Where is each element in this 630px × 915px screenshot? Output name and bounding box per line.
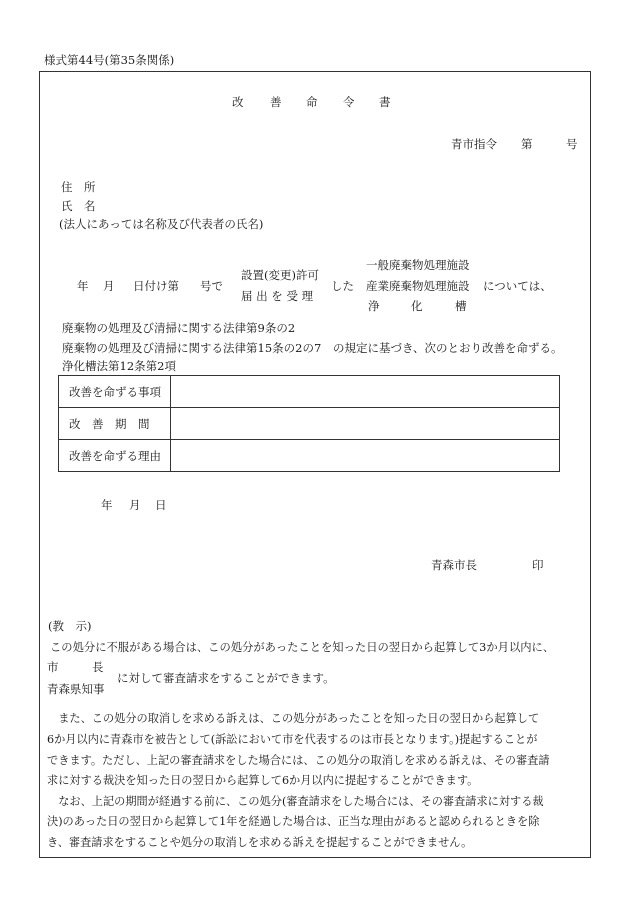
notice-line: 求に対する裁決を知った日の翌日から起算して6か月以内に提起することができます。 bbox=[47, 774, 479, 787]
title-char: 書 bbox=[379, 95, 391, 109]
law-suffix: の規定に基づき、次のとおり改善を命ずる。 bbox=[333, 341, 563, 355]
mayor-signature: 青森市長 bbox=[431, 558, 477, 572]
title-char: 令 bbox=[343, 95, 355, 109]
table-row bbox=[59, 376, 560, 408]
title-char: 命 bbox=[306, 95, 318, 109]
clause-year: 年 bbox=[77, 279, 89, 293]
authority-governor: 青森県知事 bbox=[47, 682, 105, 696]
table-row bbox=[59, 440, 560, 472]
row-label: 改 善 期 間 bbox=[59, 408, 171, 440]
ref-dai: 第 bbox=[521, 137, 533, 151]
date-month: 月 bbox=[129, 498, 141, 512]
date-year: 年 bbox=[101, 498, 113, 512]
date-day: 日 bbox=[155, 498, 167, 512]
authority-suffix: に対して審査請求をすることができます。 bbox=[117, 671, 335, 685]
facility-general-waste: 一般廃棄物処理施設 bbox=[366, 258, 470, 272]
clause-go-de: 号で bbox=[200, 279, 223, 293]
law-waste-9-2: 廃棄物の処理及び清掃に関する法律第9条の2 bbox=[62, 321, 296, 335]
permit-line1: 設置(変更)許可 bbox=[241, 268, 319, 282]
notice-line: 決)のあった日の翌日から起算して1年を経過した場合は、正当な理由があると認められるときを除 bbox=[47, 815, 540, 828]
name-label: 氏 名 bbox=[61, 199, 96, 213]
order-details-table bbox=[58, 375, 560, 472]
notice-heading: (教 示) bbox=[48, 619, 92, 633]
permit-line2: 届 出 を 受 理 bbox=[241, 289, 314, 303]
row-label: 改善を命ずる事項 bbox=[59, 376, 171, 408]
form-number: 様式第44号(第35条関係) bbox=[44, 53, 175, 67]
row-label: 改善を命ずる理由 bbox=[59, 440, 171, 472]
authority-mayor-char: 市 bbox=[47, 660, 59, 674]
ref-go: 号 bbox=[566, 137, 578, 151]
ref-prefix: 青市指令 bbox=[451, 137, 497, 151]
notice-line: できます。ただし、上記の審査請求をした場合には、この処分の取消しを求める訴えは、その審査請 bbox=[47, 754, 550, 767]
corporation-note: (法人にあっては名称及び代表者の氏名) bbox=[59, 217, 264, 231]
title-char: 善 bbox=[270, 95, 282, 109]
notice-line: 6か月以内に青森市を被告として(訴訟において市を代表するのは市長となります。)提起することが bbox=[47, 733, 538, 746]
address-label: 住 所 bbox=[61, 180, 96, 194]
authority-mayor-char: 長 bbox=[92, 660, 104, 674]
row-value bbox=[171, 376, 560, 408]
facility-industrial-waste: 産業廃棄物処理施設 bbox=[366, 279, 470, 293]
seal-mark: 印 bbox=[532, 558, 544, 572]
clause-shita: した bbox=[331, 279, 354, 293]
notice-paragraph-1: この処分に不服がある場合は、この処分があったことを知った日の翌日から起算して3か月以内に、 bbox=[50, 641, 555, 654]
row-value bbox=[171, 440, 560, 472]
facility-septic-char: 浄 bbox=[368, 299, 380, 313]
facility-septic-char: 化 bbox=[411, 299, 423, 313]
table-row bbox=[59, 408, 560, 440]
row-value bbox=[171, 408, 560, 440]
notice-line: なお、上記の期間が経過する前に、この処分(審査請求をした場合には、その審査請求に対する裁 bbox=[47, 795, 544, 808]
title-char: 改 bbox=[232, 95, 244, 109]
law-septic-12-2: 浄化槽法第12条第2項 bbox=[62, 359, 176, 373]
law-waste-15-2-7: 廃棄物の処理及び清掃に関する法律第15条の2の7 bbox=[62, 341, 322, 355]
clause-day-ref: 日付け第 bbox=[133, 279, 179, 293]
facility-septic-char: 槽 bbox=[455, 299, 467, 313]
notice-line: き、審査請求をすることや処分の取消しを求める訴えを提起することができません。 bbox=[47, 836, 473, 849]
clause-ni-tsuite: については、 bbox=[483, 279, 552, 293]
notice-line: また、この処分の取消しを求める訴えは、この処分があったことを知った日の翌日から起算して bbox=[47, 712, 540, 725]
clause-month: 月 bbox=[103, 279, 115, 293]
